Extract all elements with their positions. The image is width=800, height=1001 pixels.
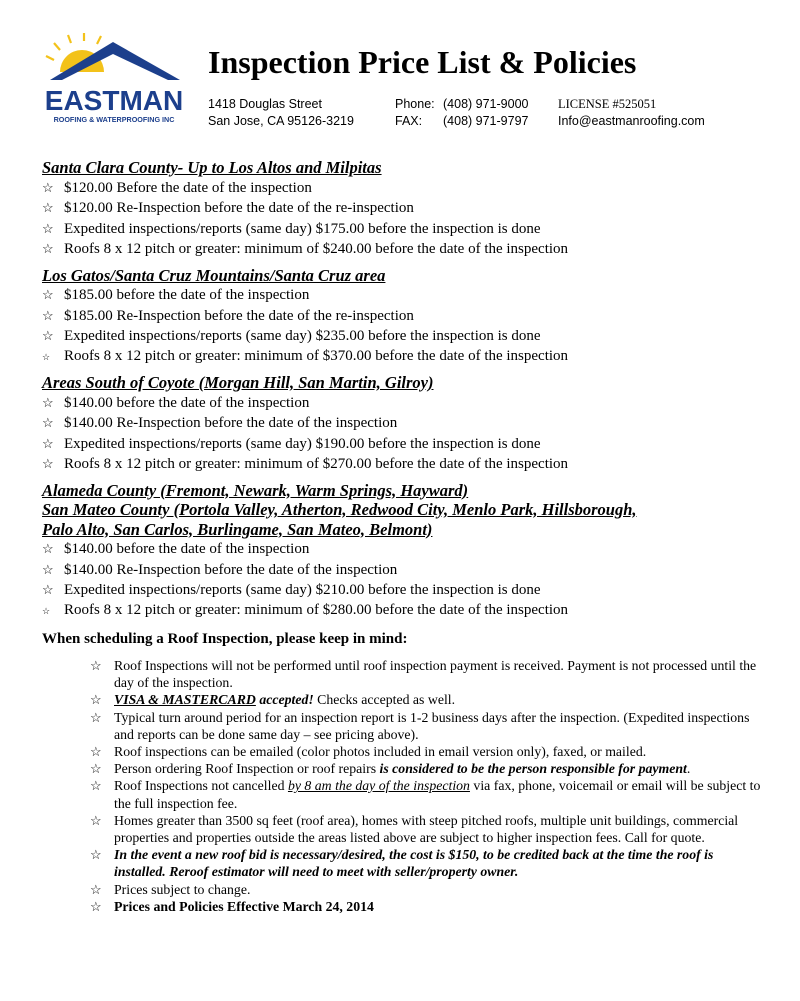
section-title: Los Gatos/Santa Cruz Mountains/Santa Cruz area bbox=[42, 265, 386, 285]
section-south-coyote bbox=[42, 373, 762, 475]
star-icon: ☆ bbox=[90, 898, 102, 914]
policy-item: ☆ Prices subject to change. bbox=[90, 881, 251, 897]
star-icon: ☆ bbox=[42, 307, 54, 323]
policy-item: ☆ Homes greater than 3500 sq feet (roof area), homes with steep pitched roofs, multiple unit buildings, commercial properties and properties outside the areas listed above are subject to higher inspection fees. Call for quote. bbox=[90, 812, 739, 846]
star-icon: ☆ bbox=[42, 241, 54, 256]
star-icon: ☆ bbox=[90, 812, 102, 828]
svg-text:EASTMAN: EASTMAN bbox=[44, 85, 184, 116]
star-icon: ☆ bbox=[90, 658, 102, 673]
list-item: ☆ Roofs 8 x 12 pitch or greater: minimum of $270.00 before the date of the inspection bbox=[42, 456, 569, 472]
star-icon: ☆ bbox=[42, 394, 54, 410]
star-icon: ☆ bbox=[90, 761, 102, 777]
star-icon: ☆ bbox=[42, 179, 54, 195]
star-icon: ☆ bbox=[42, 435, 54, 451]
list-item: ☆ Expedited inspections/reports (same day) $235.00 before the inspection is done bbox=[42, 328, 541, 344]
address: 1418 Douglas Street San Jose, CA 95126-3219 bbox=[208, 97, 354, 128]
list-item: ☆ Expedited inspections/reports (same day) $190.00 before the inspection is done bbox=[42, 435, 541, 452]
list-item: ☆ Roofs 8 x 12 pitch or greater: minimum of $280.00 before the date of the inspection bbox=[42, 601, 762, 622]
star-icon: ☆ bbox=[42, 351, 51, 362]
list-item: ☆ $120.00 Before the date of the inspection bbox=[42, 179, 312, 196]
policy-item: ☆ VISA & MASTERCARD accepted! Checks accepted as well. bbox=[90, 692, 456, 708]
star-icon: ☆ bbox=[42, 605, 51, 616]
policy-item: ☆ Roof inspections can be emailed (color photos included in email version only), faxed, or mailed. bbox=[90, 744, 647, 760]
list-item: ☆ $140.00 Re-Inspection before the date of the inspection bbox=[42, 561, 398, 578]
license: LICENSE #525051 bbox=[558, 97, 657, 111]
star-icon: ☆ bbox=[42, 287, 54, 302]
star-icon: ☆ bbox=[42, 456, 54, 471]
page-title: Inspection Price List & Policies bbox=[208, 44, 637, 80]
list-item: ☆ Roofs 8 x 12 pitch or greater: minimum of $370.00 before the date of the inspection bbox=[42, 347, 762, 368]
star-icon: ☆ bbox=[90, 744, 102, 760]
star-icon: ☆ bbox=[42, 328, 54, 343]
policy-item: ☆ Typical turn around period for an inspection report is 1-2 business days after the inspection. (Expedited inspections and reports can be done same day – see pricing above). bbox=[90, 709, 750, 742]
section-los-gatos bbox=[42, 266, 762, 368]
star-icon: ☆ bbox=[90, 709, 102, 725]
list-item: ☆ $185.00 Re-Inspection before the date of the re-inspection bbox=[42, 307, 414, 324]
policies-list bbox=[42, 657, 762, 915]
policy-item: ☆ Roof Inspections will not be performed until roof inspection payment is received. Payment is not processed until the day of the inspection. bbox=[90, 658, 757, 691]
company-logo bbox=[40, 30, 190, 130]
keep-in-mind-heading: When scheduling a Roof Inspection, please keep in mind: bbox=[42, 631, 408, 647]
section-title: Areas South of Coyote (Morgan Hill, San Martin, Gilroy) bbox=[42, 373, 434, 392]
section-title: Santa Clara County- Up to Los Altos and Milpitas bbox=[42, 158, 382, 177]
star-icon: ☆ bbox=[90, 778, 102, 794]
star-icon: ☆ bbox=[42, 220, 54, 236]
policy-item: ☆ Roof Inspections not cancelled by 8 am the day of the inspection via fax, phone, voicemail or email will be subject to the full inspection fee. bbox=[90, 778, 761, 811]
list-item: ☆ $140.00 before the date of the inspection bbox=[42, 541, 310, 557]
svg-text:ROOFING & WATERPROOFING INC: ROOFING & WATERPROOFING INC bbox=[53, 115, 175, 124]
star-icon: ☆ bbox=[42, 561, 54, 577]
star-icon: ☆ bbox=[90, 847, 102, 863]
price-list bbox=[42, 158, 762, 915]
contact-phone-fax: Phone: (408) 971-9000 FAX: (408) 971-9797 bbox=[395, 97, 529, 128]
section-title: Palo Alto, San Carlos, Burlingame, San Mateo, Belmont) bbox=[42, 519, 433, 539]
policy-item: ☆ In the event a new roof bid is necessary/desired, the cost is $150, to be credited back at the time the roof is installed. Reroof estimator will need to meet with seller/property owner. bbox=[90, 847, 714, 880]
star-icon: ☆ bbox=[42, 200, 54, 215]
section-alameda-san-mateo bbox=[42, 481, 762, 622]
list-item: ☆ Expedited inspections/reports (same day) $210.00 before the inspection is done bbox=[42, 582, 541, 598]
list-item: ☆ $185.00 before the date of the inspection bbox=[42, 287, 310, 303]
list-item: ☆ Roofs 8 x 12 pitch or greater: minimum of $240.00 before the date of the inspection bbox=[42, 241, 569, 257]
email-link[interactable]: Info@eastmanroofing.com bbox=[558, 114, 705, 128]
star-icon: ☆ bbox=[42, 415, 54, 430]
list-item: ☆ Expedited inspections/reports (same day) $175.00 before the inspection is done bbox=[42, 220, 541, 237]
star-icon: ☆ bbox=[42, 541, 54, 556]
section-title: San Mateo County (Portola Valley, Atherton, Redwood City, Menlo Park, Hillsborough, bbox=[42, 500, 637, 519]
star-icon: ☆ bbox=[42, 582, 54, 597]
star-icon: ☆ bbox=[90, 692, 102, 708]
section-santa-clara bbox=[42, 158, 762, 260]
list-item: ☆ $140.00 before the date of the inspection bbox=[42, 394, 310, 411]
policy-item: ☆ Prices and Policies Effective March 24, 2014 bbox=[90, 898, 374, 914]
policy-item: ☆ Person ordering Roof Inspection or roof repairs is considered to be the person responsible for payment. bbox=[90, 761, 691, 777]
section-title: Alameda County (Fremont, Newark, Warm Springs, Hayward) bbox=[42, 480, 469, 500]
star-icon: ☆ bbox=[90, 881, 102, 897]
list-item: ☆ $140.00 Re-Inspection before the date of the inspection bbox=[42, 415, 398, 431]
list-item: ☆ $120.00 Re-Inspection before the date of the re-inspection bbox=[42, 200, 414, 216]
